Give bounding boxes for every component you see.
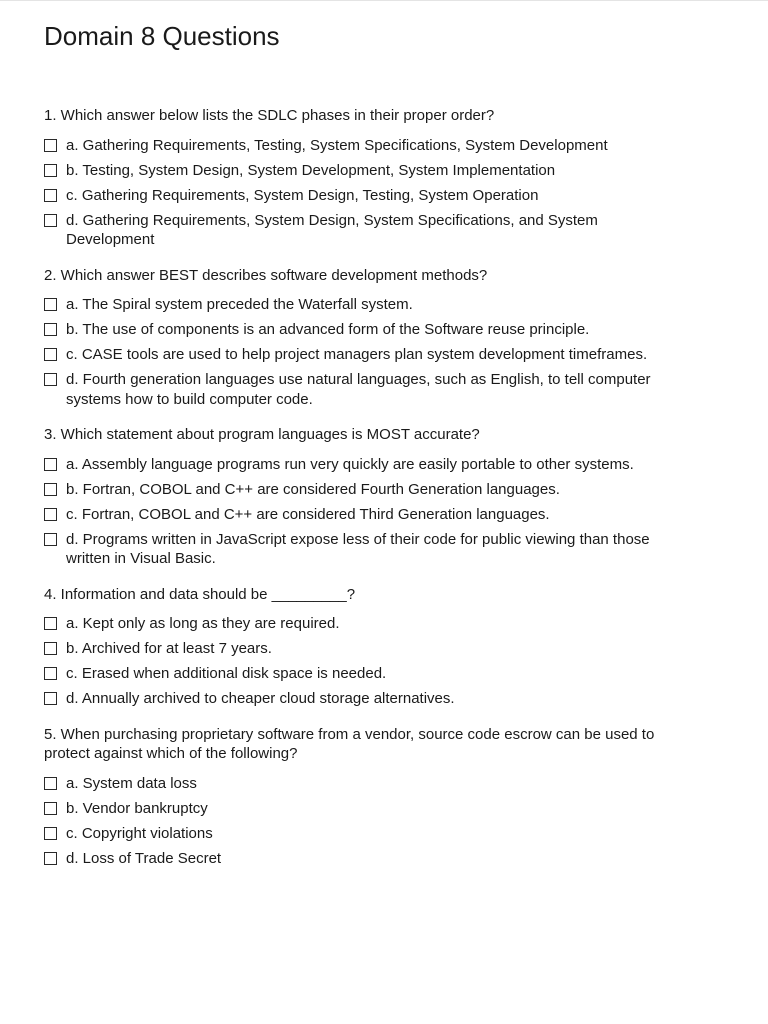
answer-option <box>44 370 684 409</box>
answer-option <box>44 455 684 475</box>
answer-option-label: d. Gathering Requirements, System Design, System Specifications, and System Development <box>66 211 598 248</box>
answer-option <box>44 320 684 340</box>
answer-option-label: d. Annually archived to cheaper cloud storage alternatives. <box>66 690 455 707</box>
answer-option-label: a. System data loss <box>66 774 197 792</box>
question-text: 5. When purchasing proprietary software from a vendor, source code escrow can be used to protect against which of the following? <box>44 725 655 762</box>
answer-option-label: d. Programs written in JavaScript expose less of their code for public viewing than those written in Visual Basic. <box>66 530 650 567</box>
answer-option-label: c. Copyright violations <box>66 824 213 842</box>
answer-option <box>44 530 684 569</box>
answer-option <box>44 614 684 634</box>
answer-option <box>44 639 684 659</box>
answer-option-label: b. Fortran, COBOL and C++ are considered Fourth Generation languages. <box>66 480 560 498</box>
question-text: 4. Information and data should be _________? <box>44 585 356 603</box>
checkbox[interactable] <box>44 802 57 815</box>
question-text: 1. Which answer below lists the SDLC phases in their proper order? <box>44 107 495 124</box>
page-title: Domain 8 Questions <box>44 21 280 51</box>
checkbox[interactable] <box>44 483 57 496</box>
checkbox[interactable] <box>44 692 57 705</box>
answer-option <box>44 774 684 794</box>
checkbox[interactable] <box>44 348 57 361</box>
answer-option <box>44 664 684 684</box>
answer-option <box>44 161 684 181</box>
answer-option <box>44 849 684 869</box>
question-4 <box>44 585 684 709</box>
checkbox[interactable] <box>44 323 57 336</box>
answer-option-label: b. The use of components is an advanced form of the Software reuse principle. <box>66 321 590 338</box>
answer-option-label: d. Loss of Trade Secret <box>66 849 222 867</box>
question-2 <box>44 266 684 410</box>
question-3 <box>44 425 684 569</box>
checkbox[interactable] <box>44 827 57 840</box>
answer-option <box>44 689 684 709</box>
checkbox[interactable] <box>44 667 57 680</box>
answer-option <box>44 186 684 206</box>
answer-option-label: b. Archived for at least 7 years. <box>66 640 272 657</box>
checkbox[interactable] <box>44 373 57 386</box>
answer-option-label: c. CASE tools are used to help project managers plan system development timeframes. <box>66 346 648 363</box>
checkbox[interactable] <box>44 852 57 865</box>
answer-option-label: c. Fortran, COBOL and C++ are considered Third Generation languages. <box>66 505 550 523</box>
question-text: 3. Which statement about program languages is MOST accurate? <box>44 426 480 443</box>
question-text: 2. Which answer BEST describes software development methods? <box>44 266 488 284</box>
answer-option-label: a. The Spiral system preceded the Waterfall system. <box>66 296 413 313</box>
checkbox[interactable] <box>44 533 57 546</box>
checkbox[interactable] <box>44 164 57 177</box>
answer-option <box>44 345 684 365</box>
checkbox[interactable] <box>44 777 57 790</box>
answer-option-label: a. Gathering Requirements, Testing, System Specifications, System Development <box>66 136 608 154</box>
answer-option-label: b. Vendor bankruptcy <box>66 799 208 817</box>
checkbox[interactable] <box>44 642 57 655</box>
answer-option-label: d. Fourth generation languages use natural languages, such as English, to tell computer systems how to build computer code. <box>66 371 651 408</box>
answer-option-label: c. Gathering Requirements, System Design, Testing, System Operation <box>66 186 539 204</box>
answer-option <box>44 295 684 315</box>
checkbox[interactable] <box>44 298 57 311</box>
question-1 <box>44 106 684 250</box>
answer-option-label: a. Kept only as long as they are required. <box>66 615 340 632</box>
answer-option-label: c. Erased when additional disk space is needed. <box>66 665 387 682</box>
checkbox[interactable] <box>44 139 57 152</box>
answer-option-label: a. Assembly language programs run very quickly are easily portable to other systems. <box>66 455 634 473</box>
answer-option <box>44 505 684 525</box>
answer-option <box>44 136 684 156</box>
answer-option <box>44 211 684 250</box>
checkbox[interactable] <box>44 508 57 521</box>
checkbox[interactable] <box>44 458 57 471</box>
question-document <box>44 20 684 884</box>
answer-option <box>44 824 684 844</box>
answer-option-label: b. Testing, System Design, System Development, System Implementation <box>66 161 556 179</box>
answer-option <box>44 799 684 819</box>
checkbox[interactable] <box>44 189 57 202</box>
question-5 <box>44 725 684 869</box>
checkbox[interactable] <box>44 617 57 630</box>
answer-option <box>44 480 684 500</box>
checkbox[interactable] <box>44 214 57 227</box>
page-top-edge <box>0 0 768 1</box>
